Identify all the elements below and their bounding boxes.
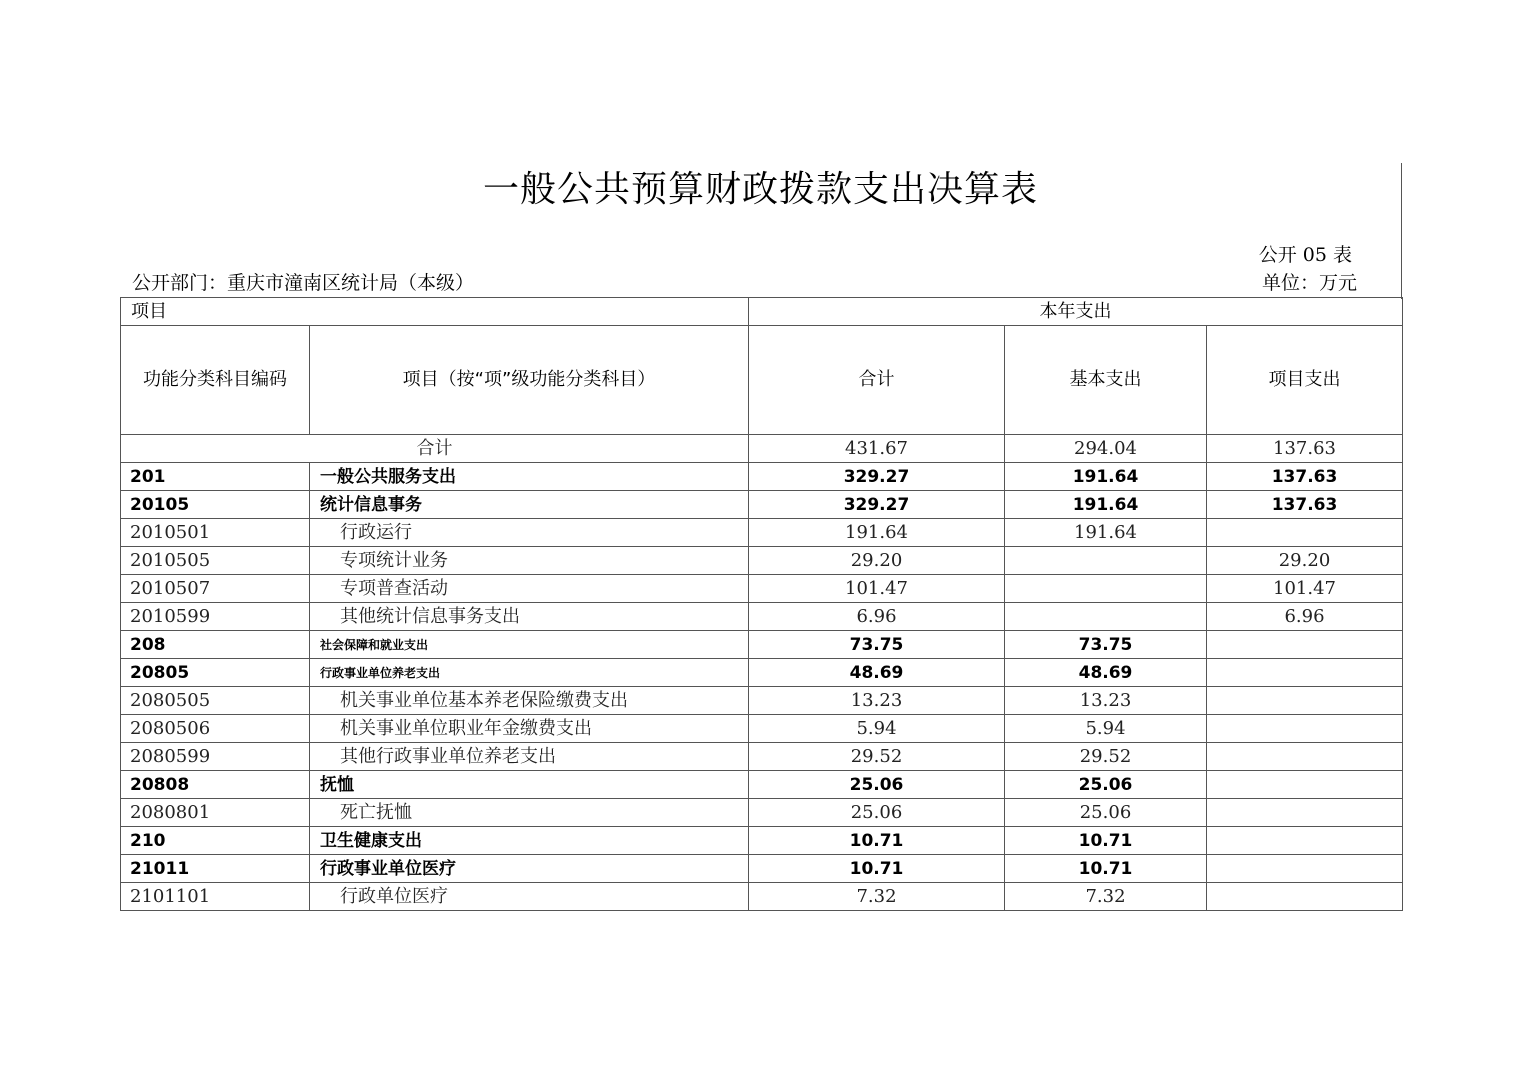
row-code: 201 <box>121 463 310 491</box>
unit-label: 单位：万元 <box>1261 272 1357 294</box>
header-project-exp: 项目支出 <box>1207 326 1403 435</box>
row-total: 329.27 <box>749 491 1005 519</box>
total-label: 合计 <box>121 435 749 463</box>
header-current-year: 本年支出 <box>749 298 1403 326</box>
row-name: 其他行政事业单位养老支出 <box>310 743 749 771</box>
row-project: 29.20 <box>1207 547 1403 575</box>
row-project <box>1207 715 1403 743</box>
header-project: 项目 <box>121 298 749 326</box>
header-total: 合计 <box>749 326 1005 435</box>
row-total: 101.47 <box>749 575 1005 603</box>
row-name: 社会保障和就业支出 <box>310 631 749 659</box>
header-code: 功能分类科目编码 <box>121 326 310 435</box>
row-code: 2080505 <box>121 687 310 715</box>
table-row <box>121 827 1403 855</box>
row-name: 行政事业单位医疗 <box>310 855 749 883</box>
row-code: 2080599 <box>121 743 310 771</box>
row-name: 行政单位医疗 <box>310 883 749 911</box>
row-name: 抚恤 <box>310 771 749 799</box>
row-project <box>1207 519 1403 547</box>
table-row <box>121 463 1403 491</box>
total-sum: 431.67 <box>749 435 1005 463</box>
row-total: 6.96 <box>749 603 1005 631</box>
row-project: 101.47 <box>1207 575 1403 603</box>
table-row <box>121 687 1403 715</box>
header-basic: 基本支出 <box>1005 326 1207 435</box>
row-basic: 5.94 <box>1005 715 1207 743</box>
row-name: 机关事业单位职业年金缴费支出 <box>310 715 749 743</box>
row-name: 卫生健康支出 <box>310 827 749 855</box>
row-basic: 48.69 <box>1005 659 1207 687</box>
row-basic: 7.32 <box>1005 883 1207 911</box>
row-project: 137.63 <box>1207 463 1403 491</box>
row-project <box>1207 771 1403 799</box>
row-name: 统计信息事务 <box>310 491 749 519</box>
table-row <box>121 547 1403 575</box>
row-total: 25.06 <box>749 799 1005 827</box>
row-code: 2010599 <box>121 603 310 631</box>
row-name: 行政运行 <box>310 519 749 547</box>
row-basic: 29.52 <box>1005 743 1207 771</box>
row-basic <box>1005 603 1207 631</box>
row-total: 29.52 <box>749 743 1005 771</box>
row-project <box>1207 799 1403 827</box>
row-name: 死亡抚恤 <box>310 799 749 827</box>
row-name: 行政事业单位养老支出 <box>310 659 749 687</box>
row-total: 10.71 <box>749 827 1005 855</box>
total-basic: 294.04 <box>1005 435 1207 463</box>
row-total: 73.75 <box>749 631 1005 659</box>
form-number: 公开 05 表 <box>1258 244 1352 266</box>
row-code: 21011 <box>121 855 310 883</box>
row-project <box>1207 687 1403 715</box>
row-project <box>1207 743 1403 771</box>
row-project <box>1207 659 1403 687</box>
row-code: 2010505 <box>121 547 310 575</box>
row-code: 20808 <box>121 771 310 799</box>
row-basic: 25.06 <box>1005 771 1207 799</box>
row-name: 专项普查活动 <box>310 575 749 603</box>
row-basic: 10.71 <box>1005 855 1207 883</box>
table-body <box>121 463 1403 911</box>
row-basic: 191.64 <box>1005 491 1207 519</box>
row-total: 25.06 <box>749 771 1005 799</box>
row-total: 191.64 <box>749 519 1005 547</box>
row-basic: 13.23 <box>1005 687 1207 715</box>
row-project <box>1207 883 1403 911</box>
row-basic: 191.64 <box>1005 463 1207 491</box>
row-basic: 191.64 <box>1005 519 1207 547</box>
table-row <box>121 715 1403 743</box>
row-name: 其他统计信息事务支出 <box>310 603 749 631</box>
row-total: 7.32 <box>749 883 1005 911</box>
row-code: 2010507 <box>121 575 310 603</box>
row-name: 机关事业单位基本养老保险缴费支出 <box>310 687 749 715</box>
row-total: 13.23 <box>749 687 1005 715</box>
row-name: 专项统计业务 <box>310 547 749 575</box>
row-total: 10.71 <box>749 855 1005 883</box>
row-basic: 25.06 <box>1005 799 1207 827</box>
table-row <box>121 631 1403 659</box>
table-row <box>121 575 1403 603</box>
row-project: 6.96 <box>1207 603 1403 631</box>
row-project <box>1207 827 1403 855</box>
department-label: 公开部门：重庆市潼南区统计局（本级） <box>132 272 475 294</box>
row-total: 48.69 <box>749 659 1005 687</box>
row-project <box>1207 855 1403 883</box>
table-row <box>121 491 1403 519</box>
table-header-row-1 <box>121 298 1403 326</box>
row-code: 20805 <box>121 659 310 687</box>
row-code: 2080801 <box>121 799 310 827</box>
table-header-row-2 <box>121 326 1403 435</box>
row-code: 208 <box>121 631 310 659</box>
table-row <box>121 743 1403 771</box>
row-code: 2010501 <box>121 519 310 547</box>
document-title: 一般公共预算财政拨款支出决算表 <box>482 169 1038 210</box>
total-project: 137.63 <box>1207 435 1403 463</box>
row-basic: 10.71 <box>1005 827 1207 855</box>
row-project <box>1207 631 1403 659</box>
header-item: 项目（按“项”级功能分类科目） <box>310 326 749 435</box>
row-total: 329.27 <box>749 463 1005 491</box>
expenditure-table <box>120 297 1403 911</box>
row-total: 5.94 <box>749 715 1005 743</box>
table-row <box>121 771 1403 799</box>
row-code: 2101101 <box>121 883 310 911</box>
row-basic <box>1005 575 1207 603</box>
row-code: 20105 <box>121 491 310 519</box>
table-row <box>121 883 1403 911</box>
table-row <box>121 799 1403 827</box>
row-code: 2080506 <box>121 715 310 743</box>
table-row <box>121 603 1403 631</box>
row-project: 137.63 <box>1207 491 1403 519</box>
row-total: 29.20 <box>749 547 1005 575</box>
table-row <box>121 855 1403 883</box>
row-basic <box>1005 547 1207 575</box>
table-row <box>121 519 1403 547</box>
row-code: 210 <box>121 827 310 855</box>
table-row <box>121 659 1403 687</box>
total-row <box>121 435 1403 463</box>
row-name: 一般公共服务支出 <box>310 463 749 491</box>
row-basic: 73.75 <box>1005 631 1207 659</box>
